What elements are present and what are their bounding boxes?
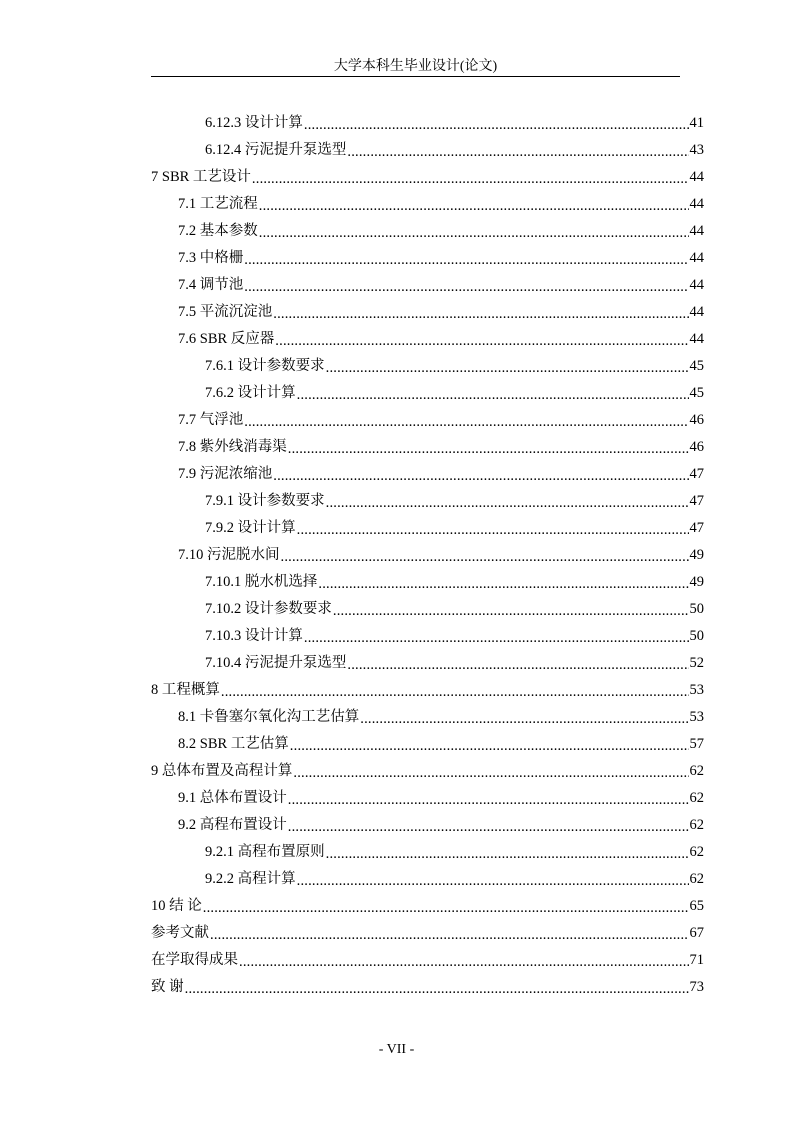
toc-entry-page-number: 41 bbox=[689, 115, 704, 131]
toc-entry-label: 7.10.3 设计计算 bbox=[205, 628, 303, 644]
toc-dot-leader bbox=[326, 353, 689, 380]
toc-dot-leader bbox=[210, 920, 689, 947]
toc-entry-page-number: 62 bbox=[689, 871, 704, 887]
toc-dot-leader bbox=[288, 812, 689, 839]
toc-dot-leader bbox=[273, 461, 688, 488]
toc-entry-label: 7.5 平流沉淀池 bbox=[178, 304, 273, 320]
toc-entry-label: 7.4 调节池 bbox=[178, 277, 244, 293]
toc-dot-leader bbox=[304, 623, 689, 650]
toc-entry-page-number: 50 bbox=[689, 628, 704, 644]
toc-entry-label: 7.9.1 设计参数要求 bbox=[205, 493, 325, 509]
toc-entry[interactable] bbox=[178, 191, 704, 218]
toc-entry-page-number: 44 bbox=[689, 169, 704, 185]
toc-entry-label: 8.1 卡鲁塞尔氧化沟工艺估算 bbox=[178, 709, 360, 725]
toc-dot-leader bbox=[288, 434, 689, 461]
toc-entry-page-number: 65 bbox=[689, 898, 704, 914]
toc-dot-leader bbox=[273, 299, 688, 326]
toc-entry-label: 9.1 总体布置设计 bbox=[178, 790, 287, 806]
toc-dot-leader bbox=[288, 785, 689, 812]
toc-entry-page-number: 62 bbox=[689, 790, 704, 806]
toc-entry[interactable] bbox=[151, 947, 704, 974]
toc-dot-leader bbox=[185, 974, 689, 1001]
toc-entry-page-number: 67 bbox=[689, 925, 704, 941]
toc-entry-label: 9.2 高程布置设计 bbox=[178, 817, 287, 833]
toc-dot-leader bbox=[347, 137, 688, 164]
toc-dot-leader bbox=[244, 407, 688, 434]
toc-entry-label: 7 SBR 工艺设计 bbox=[151, 169, 251, 185]
toc-entry[interactable] bbox=[205, 515, 704, 542]
toc-entry-page-number: 71 bbox=[689, 952, 704, 968]
toc-dot-leader bbox=[304, 110, 689, 137]
toc-entry[interactable] bbox=[178, 731, 704, 758]
toc-entry-label: 7.10.1 脱水机选择 bbox=[205, 574, 318, 590]
toc-entry[interactable] bbox=[178, 434, 704, 461]
toc-dot-leader bbox=[318, 569, 688, 596]
toc-entry-page-number: 49 bbox=[689, 547, 704, 563]
header-rule bbox=[151, 76, 680, 77]
toc-entry-page-number: 44 bbox=[689, 277, 704, 293]
toc-entry[interactable] bbox=[151, 758, 704, 785]
toc-entry[interactable] bbox=[178, 542, 704, 569]
toc-dot-leader bbox=[252, 164, 689, 191]
toc-entry-label: 7.9 污泥浓缩池 bbox=[178, 466, 273, 482]
toc-entry-label: 7.6.1 设计参数要求 bbox=[205, 358, 325, 374]
toc-entry-label: 7.10 污泥脱水间 bbox=[178, 547, 280, 563]
toc-dot-leader bbox=[297, 380, 689, 407]
toc-dot-leader bbox=[297, 515, 689, 542]
toc-entry[interactable] bbox=[178, 812, 704, 839]
toc-entry-page-number: 57 bbox=[689, 736, 704, 752]
page-number: - VII - bbox=[378, 1042, 415, 1057]
toc-entry-label: 7.9.2 设计计算 bbox=[205, 520, 296, 536]
toc-entry-label: 6.12.3 设计计算 bbox=[205, 115, 303, 131]
toc-entry[interactable] bbox=[178, 299, 704, 326]
page-header-title: 大学本科生毕业设计(论文) bbox=[333, 59, 498, 74]
toc-entry-label: 7.2 基本参数 bbox=[178, 223, 258, 239]
toc-entry-page-number: 50 bbox=[689, 601, 704, 617]
toc-dot-leader bbox=[203, 893, 689, 920]
toc-entry[interactable] bbox=[205, 353, 704, 380]
toc-dot-leader bbox=[275, 326, 688, 353]
toc-entry-page-number: 44 bbox=[689, 223, 704, 239]
toc-dot-leader bbox=[360, 704, 688, 731]
toc-entry-page-number: 47 bbox=[689, 520, 704, 536]
toc-entry[interactable] bbox=[178, 407, 704, 434]
toc-entry[interactable] bbox=[178, 461, 704, 488]
toc-entry-page-number: 47 bbox=[689, 466, 704, 482]
toc-entry[interactable] bbox=[205, 866, 704, 893]
toc-entry-page-number: 47 bbox=[689, 493, 704, 509]
toc-dot-leader bbox=[297, 866, 689, 893]
toc-entry-label: 7.6.2 设计计算 bbox=[205, 385, 296, 401]
toc-entry[interactable] bbox=[205, 488, 704, 515]
toc-entry[interactable] bbox=[151, 920, 704, 947]
toc-dot-leader bbox=[239, 947, 689, 974]
toc-entry-page-number: 44 bbox=[689, 250, 704, 266]
toc-entry-page-number: 53 bbox=[689, 682, 704, 698]
toc-dot-leader bbox=[333, 596, 689, 623]
toc-entry-page-number: 62 bbox=[689, 817, 704, 833]
toc-entry[interactable] bbox=[178, 785, 704, 812]
toc-entry-label: 9.2.2 高程计算 bbox=[205, 871, 296, 887]
toc-entry-page-number: 49 bbox=[689, 574, 704, 590]
toc-entry-page-number: 46 bbox=[689, 439, 704, 455]
toc-entry-label: 8 工程概算 bbox=[151, 682, 220, 698]
toc-dot-leader bbox=[326, 839, 689, 866]
toc-dot-leader bbox=[244, 245, 688, 272]
toc-entry-label: 参考文献 bbox=[151, 925, 209, 941]
toc-entry-page-number: 46 bbox=[689, 412, 704, 428]
toc-dot-leader bbox=[221, 677, 689, 704]
toc-entry-page-number: 45 bbox=[689, 358, 704, 374]
toc-dot-leader bbox=[347, 650, 688, 677]
toc-entry-page-number: 44 bbox=[689, 304, 704, 320]
toc-entry-label: 7.10.4 污泥提升泵选型 bbox=[205, 655, 347, 671]
toc-entry-label: 9.2.1 高程布置原则 bbox=[205, 844, 325, 860]
toc-entry-label: 7.1 工艺流程 bbox=[178, 196, 258, 212]
toc-dot-leader bbox=[281, 542, 689, 569]
toc-entry[interactable] bbox=[178, 245, 704, 272]
toc-entry-page-number: 73 bbox=[689, 979, 704, 995]
toc-entry[interactable] bbox=[178, 218, 704, 245]
toc-dot-leader bbox=[259, 218, 689, 245]
toc-entry[interactable] bbox=[205, 110, 704, 137]
toc-entry[interactable] bbox=[205, 569, 704, 596]
toc-entry-label: 6.12.4 污泥提升泵选型 bbox=[205, 142, 347, 158]
toc-dot-leader bbox=[244, 272, 688, 299]
toc-entry-page-number: 52 bbox=[689, 655, 704, 671]
toc-entry-page-number: 62 bbox=[689, 763, 704, 779]
toc-entry-label: 7.3 中格栅 bbox=[178, 250, 244, 266]
toc-entry-page-number: 45 bbox=[689, 385, 704, 401]
toc-entry-label: 7.6 SBR 反应器 bbox=[178, 331, 275, 347]
toc-entry[interactable] bbox=[205, 380, 704, 407]
toc-entry[interactable] bbox=[205, 650, 704, 677]
toc-entry[interactable] bbox=[151, 164, 704, 191]
toc-entry[interactable] bbox=[205, 623, 704, 650]
toc-entry-label: 致 谢 bbox=[151, 979, 184, 995]
toc-entry-page-number: 43 bbox=[689, 142, 704, 158]
toc-entry-label: 7.10.2 设计参数要求 bbox=[205, 601, 332, 617]
toc-entry-page-number: 44 bbox=[689, 196, 704, 212]
toc-entry-label: 在学取得成果 bbox=[151, 952, 238, 968]
toc-dot-leader bbox=[259, 191, 689, 218]
toc-entry-page-number: 44 bbox=[689, 331, 704, 347]
toc-dot-leader bbox=[326, 488, 689, 515]
toc-entry[interactable] bbox=[178, 326, 704, 353]
toc-entry-label: 7.8 紫外线消毒渠 bbox=[178, 439, 287, 455]
toc-entry-label: 8.2 SBR 工艺估算 bbox=[178, 736, 289, 752]
toc-entry[interactable] bbox=[151, 677, 704, 704]
toc-entry-label: 7.7 气浮池 bbox=[178, 412, 244, 428]
toc-entry[interactable] bbox=[205, 839, 704, 866]
toc-entry[interactable] bbox=[178, 704, 704, 731]
toc-entry-label: 10 结 论 bbox=[151, 898, 202, 914]
toc-entry[interactable] bbox=[151, 893, 704, 920]
toc-entry[interactable] bbox=[151, 974, 704, 1001]
toc-entry-page-number: 53 bbox=[689, 709, 704, 725]
toc-entry[interactable] bbox=[205, 596, 704, 623]
toc-entry[interactable] bbox=[205, 137, 704, 164]
toc-entry-label: 9 总体布置及高程计算 bbox=[151, 763, 293, 779]
toc-dot-leader bbox=[290, 731, 689, 758]
toc-dot-leader bbox=[293, 758, 688, 785]
toc-entry-page-number: 62 bbox=[689, 844, 704, 860]
toc-entry[interactable] bbox=[178, 272, 704, 299]
